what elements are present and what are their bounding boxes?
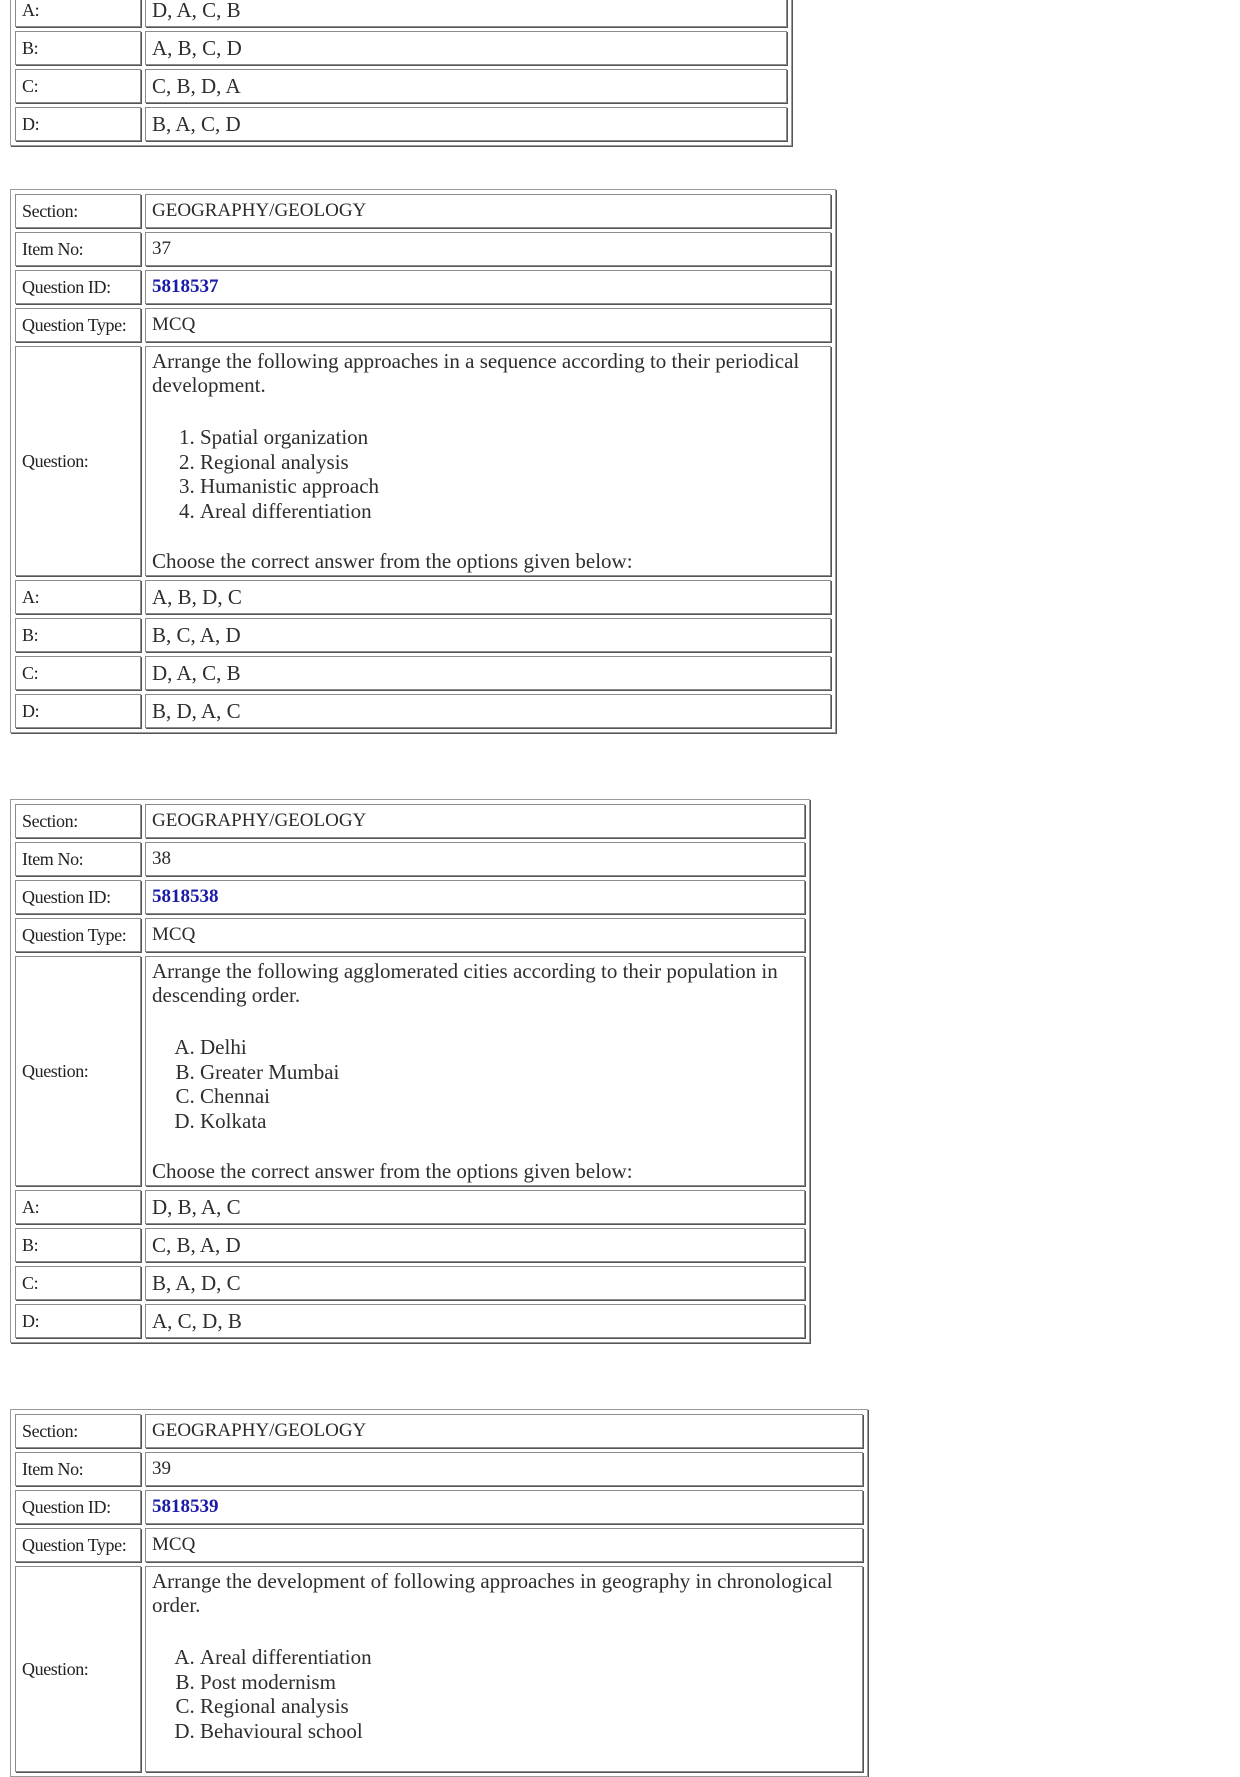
option-label-c: C: (15, 69, 141, 103)
option-row-d (15, 107, 787, 141)
item-no-value: 38 (145, 842, 805, 876)
section-value: GEOGRAPHY/GEOLOGY (145, 194, 831, 228)
question-item: 1. Spatial organization (200, 425, 824, 450)
option-row-a (15, 1190, 805, 1224)
question-item: D. Behavioural school (200, 1719, 856, 1744)
section-row (15, 194, 831, 228)
option-value-c: C, B, D, A (145, 69, 787, 103)
question-intro: Arrange the development of following approaches in geography in chronological order. (152, 1569, 833, 1617)
option-row-a (15, 0, 787, 27)
section-label: Section: (15, 1414, 141, 1448)
question-item: D. Kolkata (200, 1109, 798, 1134)
question-outro: Choose the correct answer from the options given below: (152, 549, 633, 573)
question-id-label: Question ID: (15, 880, 141, 914)
option-row-d (15, 694, 831, 728)
item-no-label: Item No: (15, 842, 141, 876)
option-row-c (15, 656, 831, 690)
section-row (15, 804, 805, 838)
question-type-value: MCQ (145, 308, 831, 342)
question-items (152, 1035, 798, 1133)
question-type-row (15, 918, 805, 952)
item-no-label: Item No: (15, 1452, 141, 1486)
question-table-37 (10, 189, 836, 733)
option-label-a: A: (15, 0, 141, 27)
question-text (145, 956, 805, 1186)
question-item: A. Areal differentiation (200, 1645, 856, 1670)
question-type-row (15, 308, 831, 342)
question-item: 4. Areal differentiation (200, 499, 824, 524)
item-no-value: 37 (145, 232, 831, 266)
question-type-value: MCQ (145, 1528, 863, 1562)
option-value-b: C, B, A, D (145, 1228, 805, 1262)
option-row-b (15, 1228, 805, 1262)
option-label-b: B: (15, 618, 141, 652)
item-no-value: 39 (145, 1452, 863, 1486)
question-row (15, 346, 831, 576)
item-no-row (15, 1452, 863, 1486)
item-no-label: Item No: (15, 232, 141, 266)
option-label-d: D: (15, 107, 141, 141)
option-label-b: B: (15, 31, 141, 65)
section-value: GEOGRAPHY/GEOLOGY (145, 1414, 863, 1448)
question-items (152, 1645, 856, 1743)
question-item: B. Greater Mumbai (200, 1060, 798, 1085)
question-item: C. Regional analysis (200, 1694, 856, 1719)
section-label: Section: (15, 804, 141, 838)
option-value-c: D, A, C, B (145, 656, 831, 690)
question-type-label: Question Type: (15, 1528, 141, 1562)
question-row (15, 956, 805, 1186)
option-row-d (15, 1304, 805, 1338)
question-id-label: Question ID: (15, 270, 141, 304)
option-label-a: A: (15, 580, 141, 614)
question-id-value: 5818538 (145, 880, 805, 914)
question-item: C. Chennai (200, 1084, 798, 1109)
question-row (15, 1566, 863, 1772)
option-value-a: D, A, C, B (145, 0, 787, 27)
question-id-label: Question ID: (15, 1490, 141, 1524)
question-item: A. Delhi (200, 1035, 798, 1060)
item-no-row (15, 232, 831, 266)
question-intro: Arrange the following agglomerated cities according to their population in descending order. (152, 959, 778, 1007)
option-label-d: D: (15, 1304, 141, 1338)
question-items (152, 425, 824, 523)
option-value-d: B, A, C, D (145, 107, 787, 141)
question-type-row (15, 1528, 863, 1562)
question-type-value: MCQ (145, 918, 805, 952)
question-id-row (15, 880, 805, 914)
question-id-value: 5818537 (145, 270, 831, 304)
option-row-b (15, 31, 787, 65)
option-value-b: A, B, C, D (145, 31, 787, 65)
question-text (145, 346, 831, 576)
question-item: 2. Regional analysis (200, 450, 824, 475)
question-id-row (15, 1490, 863, 1524)
option-row-b (15, 618, 831, 652)
option-row-c (15, 1266, 805, 1300)
item-no-row (15, 842, 805, 876)
question-outro: Choose the correct answer from the options given below: (152, 1159, 633, 1183)
question-table-38 (10, 799, 810, 1343)
option-value-d: B, D, A, C (145, 694, 831, 728)
question-table-39 (10, 1409, 868, 1777)
question-intro: Arrange the following approaches in a sequence according to their periodical development. (152, 349, 800, 397)
question-table-36-tail (10, 0, 792, 146)
option-label-d: D: (15, 694, 141, 728)
question-text (145, 1566, 863, 1772)
option-value-d: A, C, D, B (145, 1304, 805, 1338)
option-value-c: B, A, D, C (145, 1266, 805, 1300)
option-label-a: A: (15, 1190, 141, 1224)
option-label-c: C: (15, 656, 141, 690)
question-item: B. Post modernism (200, 1670, 856, 1695)
section-label: Section: (15, 194, 141, 228)
question-type-label: Question Type: (15, 918, 141, 952)
question-label: Question: (15, 1566, 141, 1772)
option-value-a: D, B, A, C (145, 1190, 805, 1224)
section-value: GEOGRAPHY/GEOLOGY (145, 804, 805, 838)
option-row-a (15, 580, 831, 614)
question-id-value: 5818539 (145, 1490, 863, 1524)
question-label: Question: (15, 346, 141, 576)
section-row (15, 1414, 863, 1448)
question-label: Question: (15, 956, 141, 1186)
option-value-a: A, B, D, C (145, 580, 831, 614)
question-item: 3. Humanistic approach (200, 474, 824, 499)
option-label-b: B: (15, 1228, 141, 1262)
question-id-row (15, 270, 831, 304)
option-row-c (15, 69, 787, 103)
option-value-b: B, C, A, D (145, 618, 831, 652)
question-type-label: Question Type: (15, 308, 141, 342)
option-label-c: C: (15, 1266, 141, 1300)
